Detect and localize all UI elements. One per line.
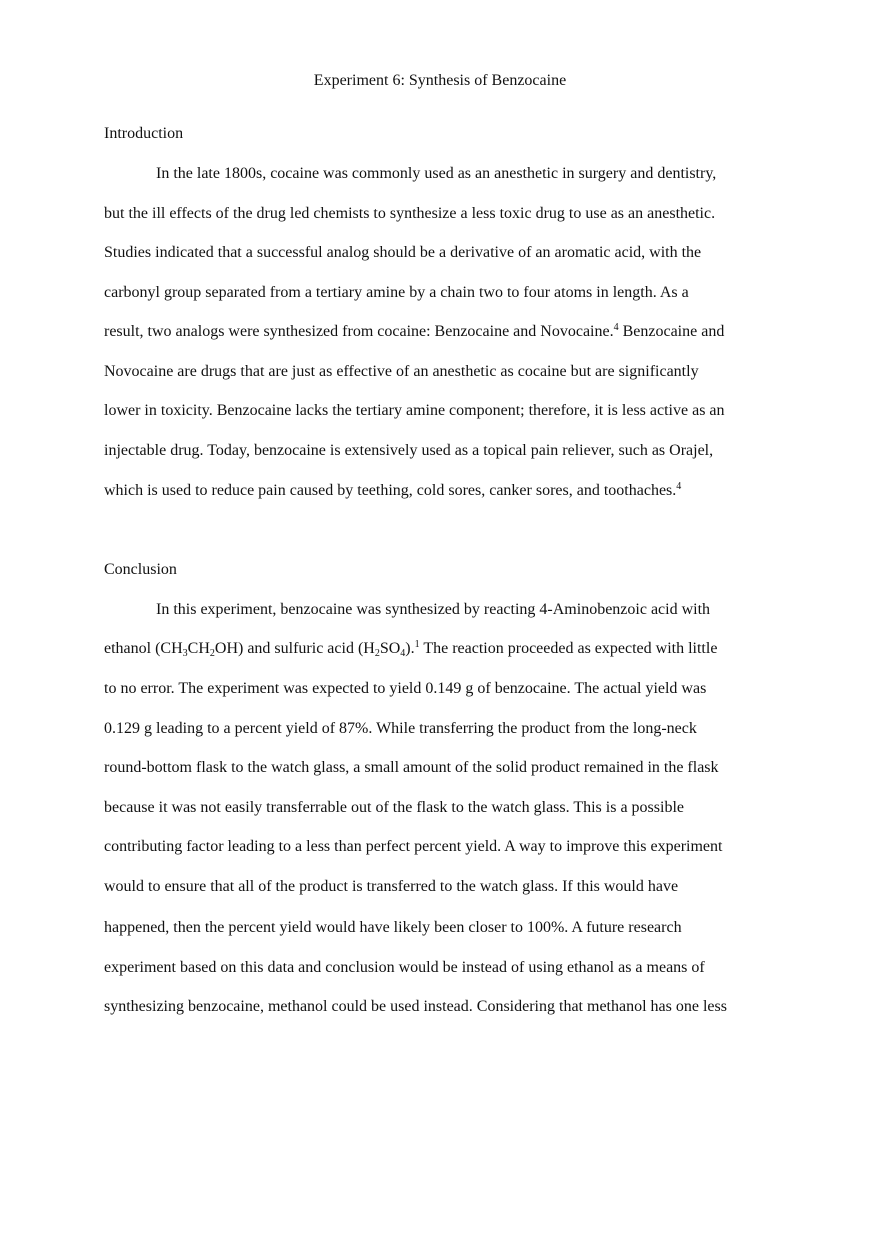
conclusion-heading: Conclusion (104, 561, 177, 578)
line-text: which is used to reduce pain caused by teething, cold sores, canker sores, and toothaches. (104, 482, 677, 499)
citation-marker: 1 (414, 639, 420, 650)
line-text: result, two analogs were synthesized from cocaine: Benzocaine and Novocaine. (104, 323, 614, 340)
paragraph-line: 0.129 g leading to a percent yield of 87%. While transferring the product from the long-neck (104, 720, 697, 737)
citation-marker: 4 (613, 322, 619, 333)
document-title: Experiment 6: Synthesis of Benzocaine (313, 72, 567, 89)
paragraph-line: lower in toxicity. Benzocaine lacks the tertiary amine component; therefore, it is less active as an (104, 402, 725, 419)
line-text: ). (405, 640, 415, 657)
subscript: 3 (182, 648, 188, 659)
paragraph-line: contributing factor leading to a less than perfect percent yield. A way to improve this experiment (104, 838, 723, 855)
paragraph-line: In this experiment, benzocaine was synthesized by reacting 4-Aminobenzoic acid with (156, 601, 711, 618)
line-text: CH (187, 640, 210, 657)
line-text: SO (379, 640, 401, 657)
paragraph-line: because it was not easily transferrable out of the flask to the watch glass. This is a possible (104, 799, 684, 816)
paragraph-line: Novocaine are drugs that are just as effective of an anesthetic as cocaine but are significantly (104, 363, 699, 380)
introduction-heading: Introduction (104, 125, 184, 142)
citation-marker: 4 (676, 481, 682, 492)
paragraph-line: to no error. The experiment was expected to yield 0.149 g of benzocaine. The actual yield was (104, 680, 707, 697)
paragraph-line: would to ensure that all of the product is transferred to the watch glass. If this would have (104, 878, 679, 895)
paragraph-line: but the ill effects of the drug led chemists to synthesize a less toxic drug to use as an anesthetic. (104, 205, 716, 222)
paragraph-line: carbonyl group separated from a tertiary amine by a chain two to four atoms in length. As a (104, 284, 689, 301)
paragraph-line (104, 321, 784, 343)
paragraph-line: In the late 1800s, cocaine was commonly used as an anesthetic in surgery and dentistry, (156, 165, 717, 182)
subscript: 2 (209, 648, 215, 659)
paragraph-line: round-bottom flask to the watch glass, a small amount of the solid product remained in the flask (104, 759, 719, 776)
paragraph-line: experiment based on this data and conclusion would be instead of using ethanol as a means of (104, 959, 705, 976)
line-text: Benzocaine and (618, 323, 725, 340)
line-text: The reaction proceeded as expected with little (419, 640, 718, 657)
paragraph-line (104, 638, 784, 660)
line-text: OH) and sulfuric acid (H (214, 640, 375, 657)
paragraph-line: injectable drug. Today, benzocaine is extensively used as a topical pain reliever, such as Orajel, (104, 442, 714, 459)
subscript: 4 (400, 648, 406, 659)
paragraph-line: synthesizing benzocaine, methanol could be used instead. Considering that methanol has one less (104, 998, 727, 1015)
subscript: 2 (374, 648, 380, 659)
line-text: ethanol (CH (104, 640, 183, 657)
paragraph-line: happened, then the percent yield would have likely been closer to 100%. A future research (104, 919, 682, 936)
paragraph-line (104, 480, 784, 502)
paragraph-line: Studies indicated that a successful analog should be a derivative of an aromatic acid, with the (104, 244, 702, 261)
